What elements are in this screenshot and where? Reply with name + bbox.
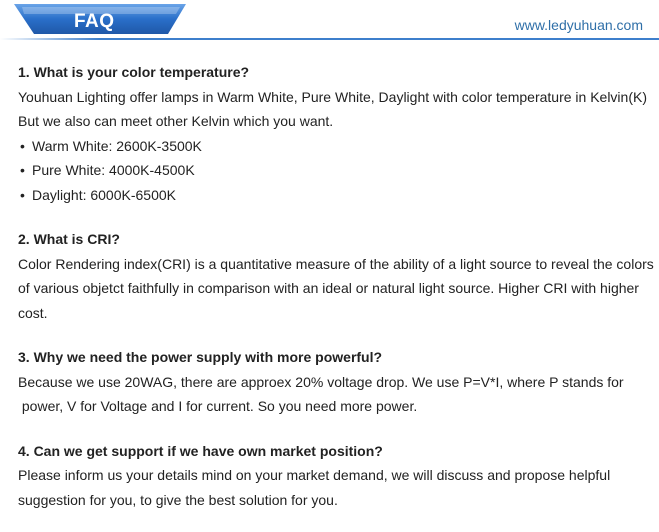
bullet-dot-icon: • xyxy=(20,162,25,178)
faq-bullet-text: Daylight: 6000K-6500K xyxy=(32,186,176,203)
faq-question: 2. What is CRI? xyxy=(18,231,120,247)
faq-item xyxy=(18,439,654,513)
faq-bullet-text: Warm White: 2600K-3500K xyxy=(32,137,202,154)
faq-question: 4. Can we get support if we have own market position? xyxy=(18,442,383,459)
faq-item xyxy=(18,227,654,325)
faq-answer-line: Color Rendering index(CRI) is a quantitative measure of the ability of a light source to reveal the colors xyxy=(18,255,654,272)
faq-content xyxy=(18,60,654,532)
bullet-dot-icon: • xyxy=(20,186,25,203)
bullet-dot-icon: • xyxy=(20,137,25,154)
faq-answer-line: But we also can meet other Kelvin which you want. xyxy=(18,113,334,129)
faq-answer-line: Because we use 20WAG, there are approex 20% voltage drop. We use P=V*I, where P stands for xyxy=(18,373,624,390)
faq-answer-line: power, V for Voltage and I for current. So you need more power. xyxy=(18,398,418,414)
faq-bullet xyxy=(18,158,654,183)
faq-item xyxy=(18,345,654,419)
faq-answer-line: Youhuan Lighting offer lamps in Warm White, Pure White, Daylight with color temperature in Kelvin(K) xyxy=(18,88,647,105)
site-url-link[interactable]: www.ledyuhuan.com xyxy=(514,17,643,33)
faq-answer-line: suggestion for you, to give the best solution for you. xyxy=(18,491,338,508)
faq-header xyxy=(0,0,659,40)
faq-bullet xyxy=(18,183,654,208)
faq-bullet-text: Pure White: 4000K-4500K xyxy=(32,162,195,178)
faq-question: 1. What is your color temperature? xyxy=(18,64,250,80)
faq-bullet xyxy=(18,134,654,159)
faq-item xyxy=(18,60,654,207)
faq-answer-line: of various objetct faithfully in comparison with an ideal or natural light source. Higher CRI with higher xyxy=(18,280,639,296)
faq-answer-line: Please inform us your details mind on your market demand, we will discuss and propose helpful xyxy=(18,467,611,483)
faq-question: 3. Why we need the power supply with more powerful? xyxy=(18,349,383,365)
faq-answer-line: cost. xyxy=(18,304,48,321)
faq-title: FAQ xyxy=(74,11,115,32)
